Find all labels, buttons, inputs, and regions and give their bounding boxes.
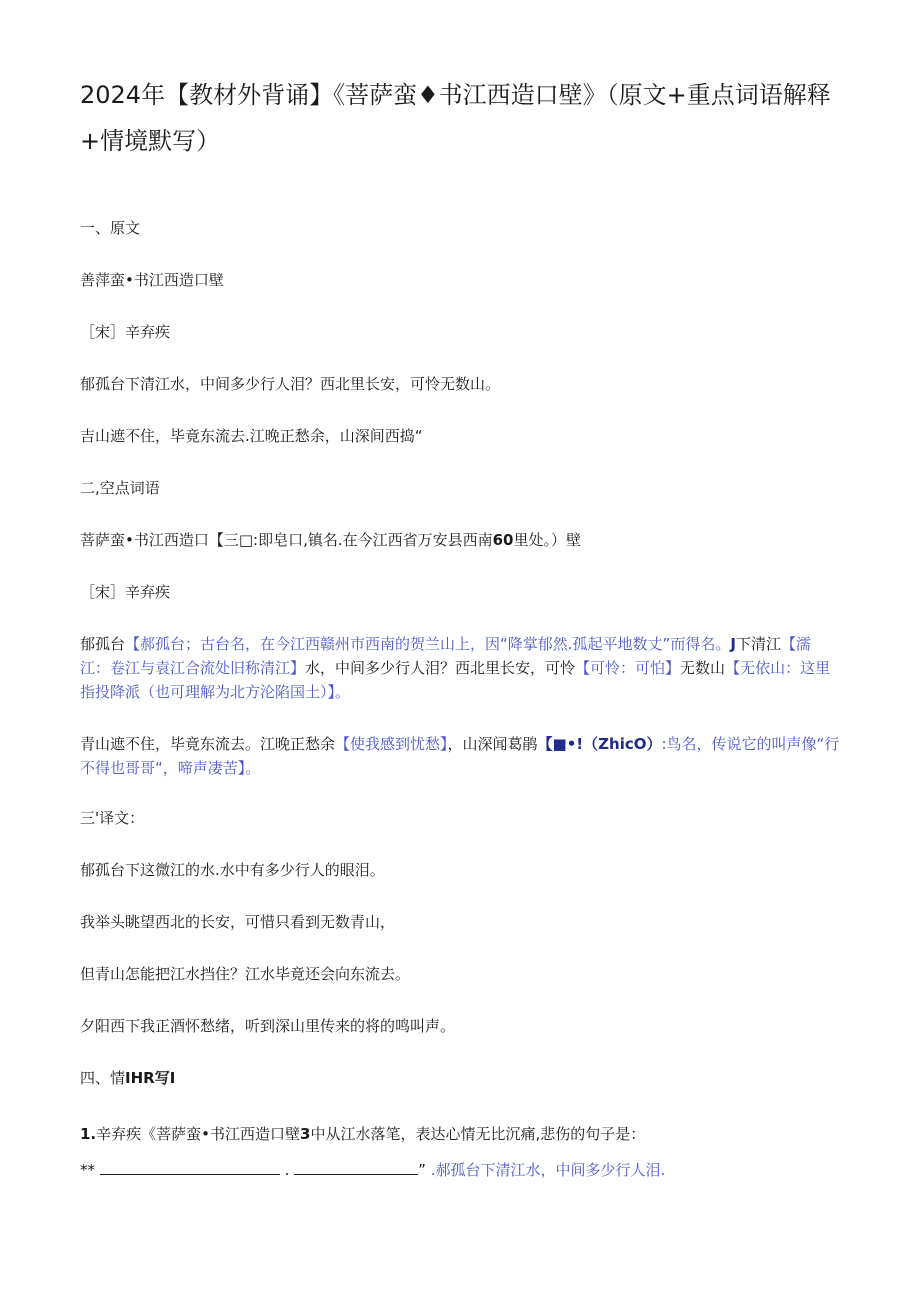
answer-blank-1[interactable] xyxy=(100,1160,280,1175)
question-1-text: 辛弃疾《菩萨蛮•书江西造口壁 xyxy=(96,1125,300,1143)
section-heading-translation: 三'译文： xyxy=(80,809,145,827)
annotated-paragraph-1 xyxy=(80,632,840,704)
p1-note-3: 【可怜：可怕】 xyxy=(575,659,681,677)
p2-note-1: 【使我感到忧愁】 xyxy=(335,735,448,753)
translation-line-1: 郁孤台下这微江的水.水中有多少行人的眼泪。 xyxy=(80,861,385,879)
translation-line-4: 夕阳西下我正酒怀愁绪，听到深山里传来的将的鸣叫声。 xyxy=(80,1017,456,1035)
answer-close-quote: ” xyxy=(418,1161,426,1179)
p1-note-2: 【濡江：卷江与袁江合流处旧称清江】 xyxy=(80,635,811,677)
p1-note-4: 【无依山：这里指投降派（也可理解为北方沦陷国土）】。 xyxy=(80,659,831,701)
question-1-text-2: 中从江水落笔，表达心情无比沉痛,悲伤的句子是： xyxy=(310,1125,646,1143)
translation-line-2: 我举头眺望西北的长安，可惜只看到无数青山， xyxy=(80,913,396,931)
annotated-title-text: 菩萨蛮•书江西造口 xyxy=(80,531,209,549)
p2-note-2-pinyin: 【■•!（ZhicO） xyxy=(537,735,662,753)
poem-line-1: 郁孤台下清江水，中间多少行人泪？西北里长安，可怜无数山。 xyxy=(80,375,501,393)
answer-blank-2[interactable] xyxy=(294,1160,418,1175)
p2-note-2: :鸟名，传说它的叫声像“行不得也哥哥“，啼声凄苦】。 xyxy=(80,735,840,777)
question-1-number-2: 3 xyxy=(300,1125,311,1143)
section-heading-original: 一、原文 xyxy=(80,219,141,237)
question-1-answer-line xyxy=(80,1158,850,1182)
document-title: 2024年【教材外背诵】《菩萨蛮♦书江西造口壁》（原文+重点词语解释+情境默写） xyxy=(80,81,831,155)
p2-text-2: ，山深闻葛鹃 xyxy=(447,735,538,753)
p1-text-3: 水，中间多少行人泪？西北里长安，可怜 xyxy=(305,659,576,677)
annotated-author: ［宋］辛弃疾 xyxy=(80,583,171,601)
p1-text-4: 无数山 xyxy=(680,659,726,677)
poem-line-2: 吉山遮不住，毕竟东流去.江晚正愁余，山深间西捣“ xyxy=(80,427,423,445)
p1-note-1-end: J xyxy=(730,635,736,653)
answer-separator: . xyxy=(284,1161,290,1179)
annotated-paragraph-2 xyxy=(80,732,840,780)
poem-title: 善萍蛮•书江西造口壁 xyxy=(80,271,224,289)
section-heading-dictation xyxy=(80,1066,850,1090)
p1-text-2: 下清江 xyxy=(735,635,781,653)
section-heading-keywords: 二,空点词语 xyxy=(80,479,160,497)
annotated-poem-title xyxy=(80,528,850,552)
p2-text-1: 青山遮不住，毕竟东流去。江晚正愁余 xyxy=(80,735,336,753)
annotated-title-end: 壁 xyxy=(566,531,582,549)
title-note-end: 里处。） xyxy=(513,531,567,549)
answer-prefix: ** xyxy=(80,1161,95,1179)
p1-text-1: 郁孤台 xyxy=(80,635,126,653)
title-note-number: 60 xyxy=(492,531,514,549)
title-note: 【三□:即皂口,镇名.在今江西省万安县西南 xyxy=(208,531,493,549)
question-1 xyxy=(80,1122,850,1146)
poem-author: ［宋］辛弃疾 xyxy=(80,323,171,341)
question-1-number: 1. xyxy=(80,1125,97,1143)
dictation-heading-text: 四、情 xyxy=(80,1069,126,1087)
dictation-heading-bold: IHR写I xyxy=(125,1069,176,1087)
translation-line-3: 但青山怎能把江水挡住？江水毕竟还会向东流去。 xyxy=(80,965,411,983)
p1-note-1: 【郝孤台；古台名，在今江西赣州市西南的贺兰山上，因“降掌郁然.孤起平地数丈”而得名。 xyxy=(125,635,731,653)
answer-text: .郝孤台下清江水，中间多少行人泪. xyxy=(430,1161,666,1179)
